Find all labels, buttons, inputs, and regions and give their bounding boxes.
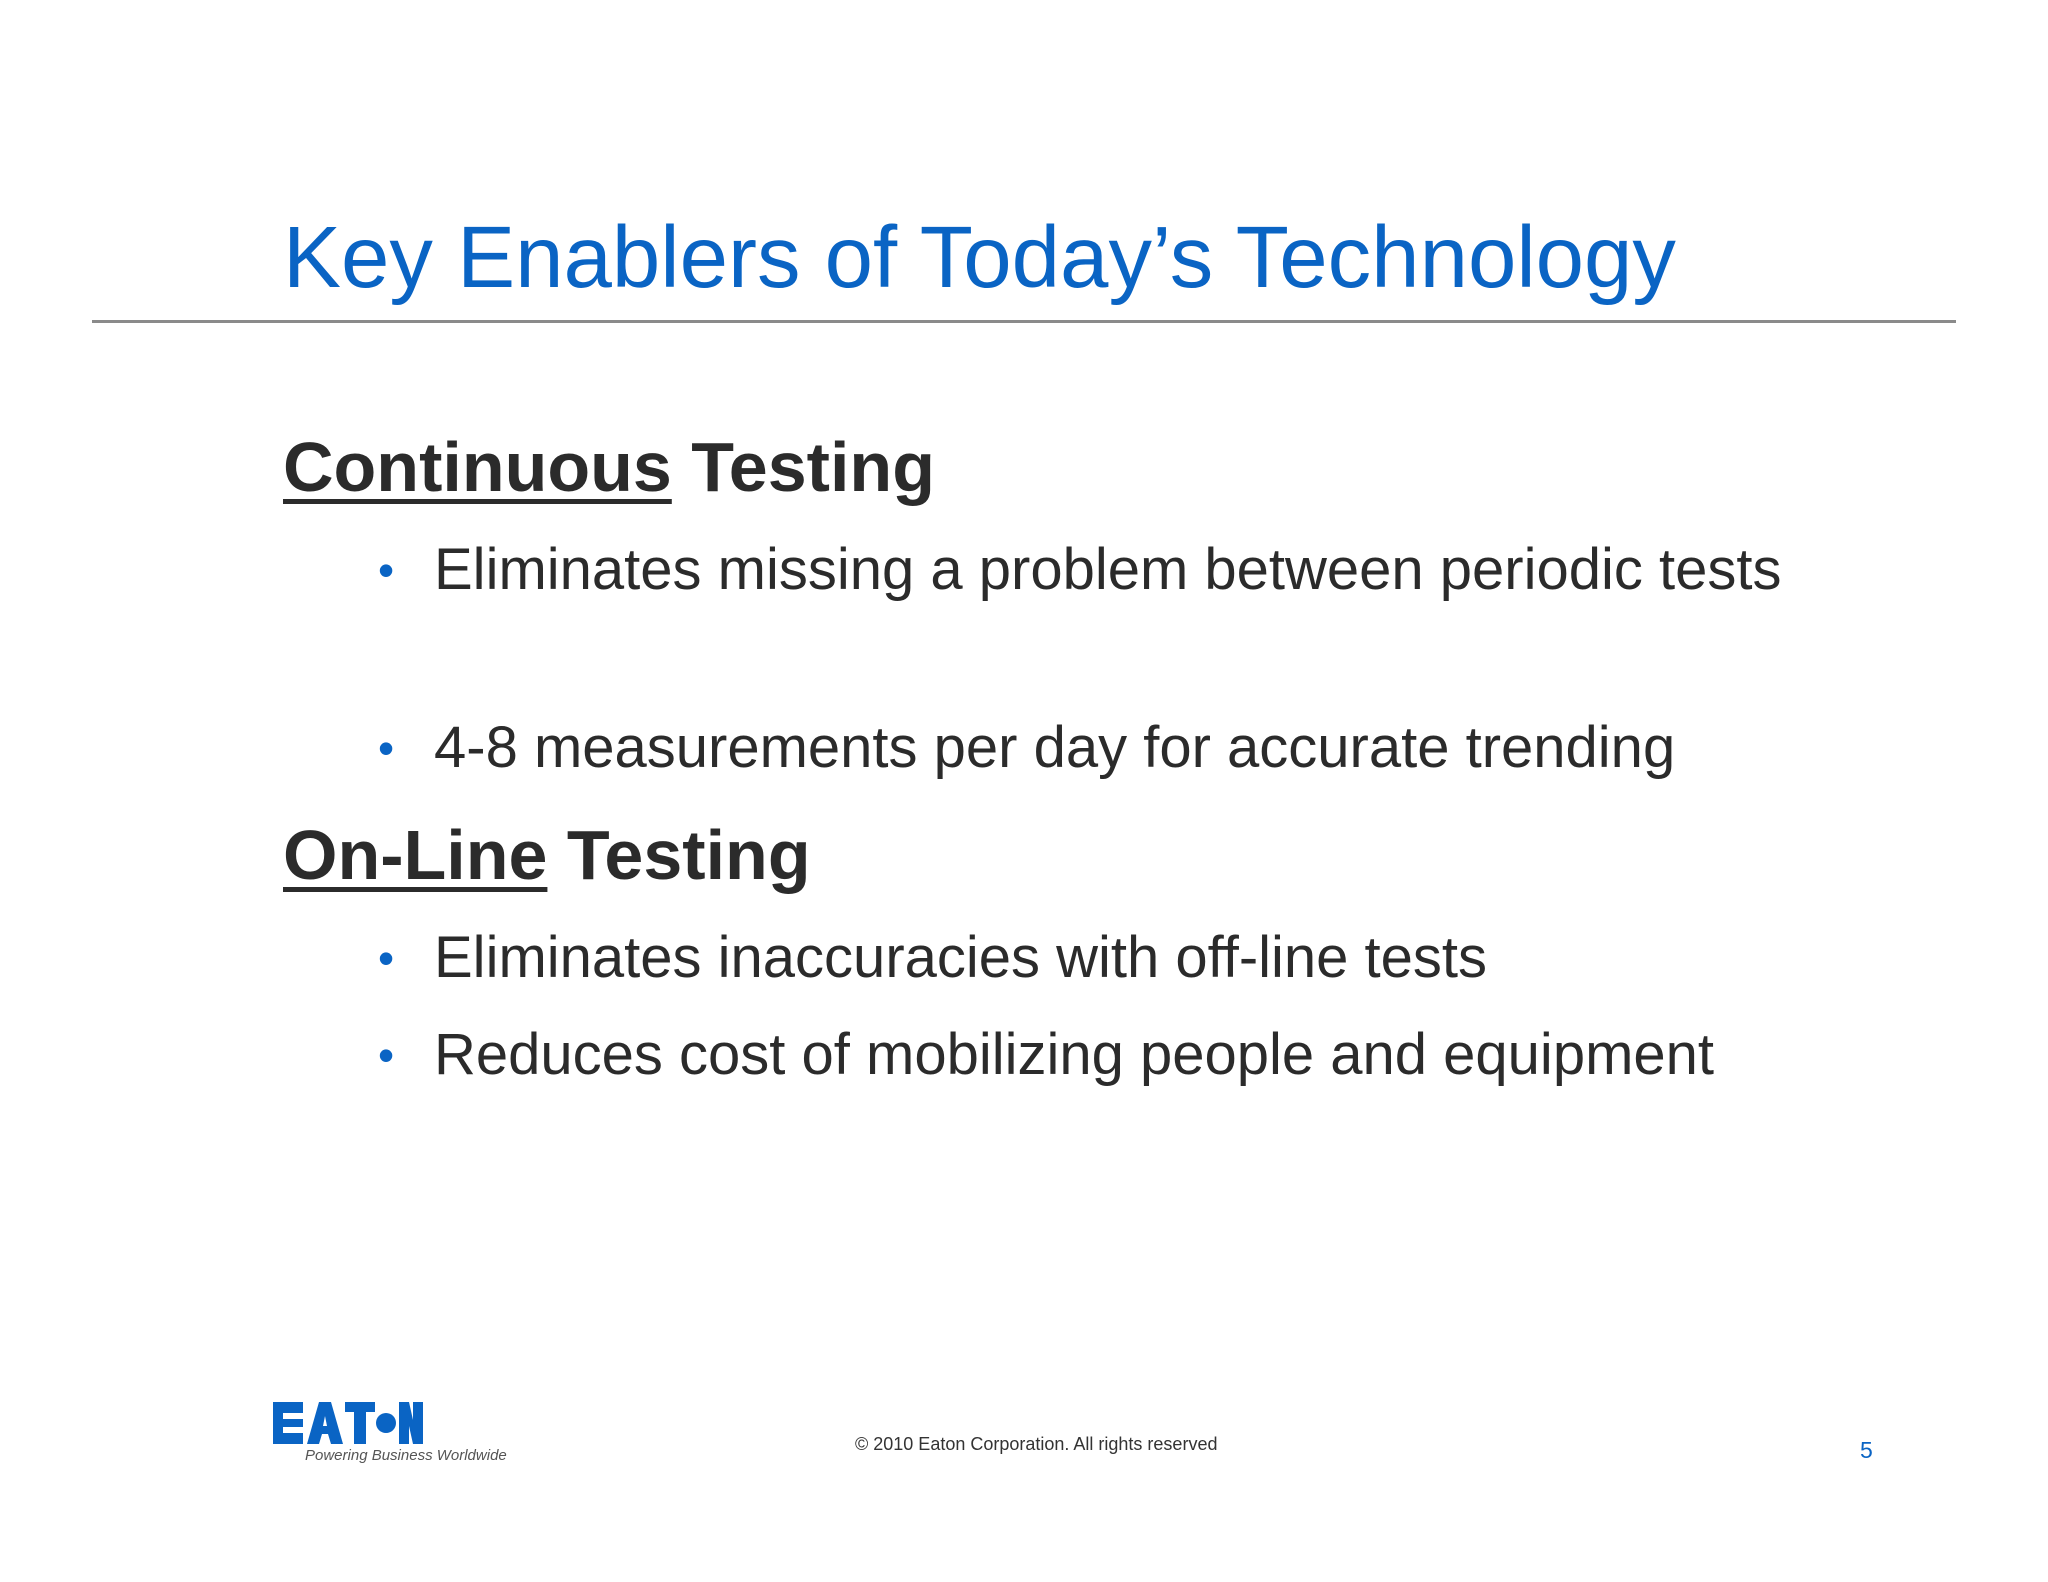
copyright-notice: © 2010 Eaton Corporation. All rights reserved (855, 1434, 1218, 1454)
bullet-item (378, 708, 1828, 788)
section-heading-rest: Testing (671, 428, 935, 506)
section-heading-online-testing (283, 816, 811, 894)
bullet-item (378, 918, 1828, 998)
bullet-icon: • (378, 722, 395, 774)
slide-title: Key Enablers of Today’s Technology (283, 209, 1676, 306)
section-heading-continuous-testing (283, 428, 935, 506)
bullet-text: Eliminates missing a problem between periodic tests (434, 537, 1782, 602)
page-number: 5 (1860, 1437, 1873, 1463)
section-heading-rest: Testing (547, 816, 811, 894)
bullet-item (378, 1015, 1828, 1095)
bullet-text: Eliminates inaccuracies with off-line tests (434, 925, 1488, 990)
bullet-item (378, 530, 1828, 610)
bullet-icon: • (378, 932, 395, 984)
bullet-icon: • (378, 544, 395, 596)
eaton-logo (273, 1402, 423, 1444)
section-heading-emphasis: On-Line (283, 816, 548, 894)
bullet-text: 4-8 measurements per day for accurate trending (434, 715, 1676, 780)
logo-tagline: Powering Business Worldwide (305, 1447, 507, 1464)
section-heading-emphasis: Continuous (283, 428, 672, 506)
title-divider (92, 320, 1956, 323)
bullet-icon: • (378, 1029, 395, 1081)
bullet-text: Reduces cost of mobilizing people and equipment (434, 1022, 1715, 1087)
